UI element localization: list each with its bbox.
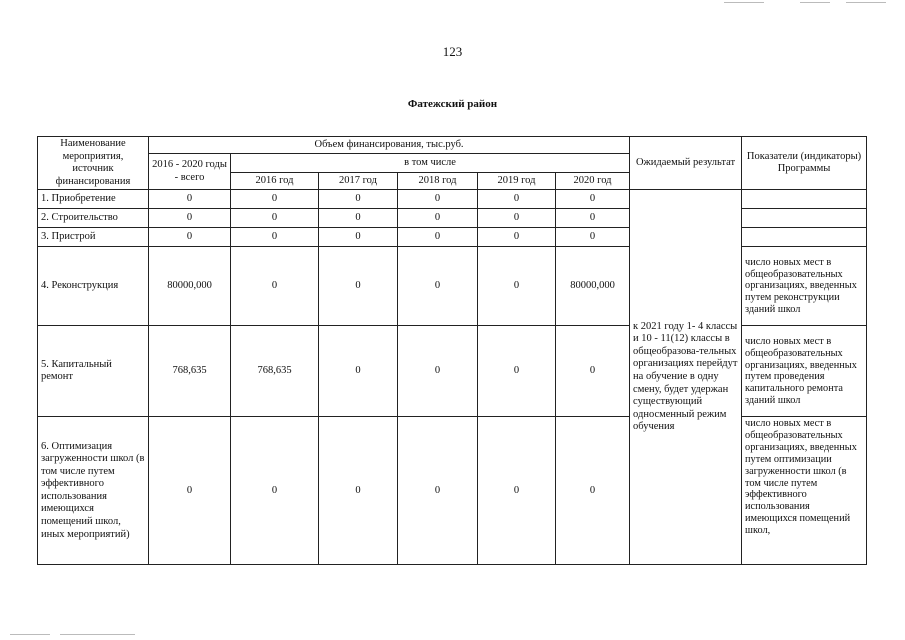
row-name: 5. Капитальный ремонт	[38, 326, 149, 417]
scan-mark	[724, 2, 764, 3]
cell-2018: 0	[398, 228, 478, 247]
cell-2016: 0	[231, 228, 319, 247]
table-row	[38, 209, 867, 228]
expected-result: к 2021 году 1- 4 классы и 10 - 11(12) классы в общеобразова-тельных организациях перейдут на обучение в одну смену, будет удержан существующий односменный режим обучения	[630, 190, 742, 565]
cell-2017: 0	[319, 209, 398, 228]
cell-2020: 80000,000	[556, 247, 630, 326]
cell-2020: 0	[556, 228, 630, 247]
cell-total: 80000,000	[149, 247, 231, 326]
row-name: 1. Приобретение	[38, 190, 149, 209]
indicator-cell: число новых мест в общеобразовательных организациях, введенных путем проведения капитального ремонта зданий школ	[742, 326, 867, 417]
header-indicators: Показатели (индикаторы) Программы	[742, 137, 867, 190]
cell-2016: 0	[231, 247, 319, 326]
header-year: 2019 год	[478, 173, 556, 190]
indicator-cell: число новых мест в общеобразовательных организациях, введенных путем оптимизации загруженности школ (в том числе путем эффективного использования имеющихся помещений школ,	[742, 417, 867, 565]
header-year: 2016 год	[231, 173, 319, 190]
cell-2020: 0	[556, 190, 630, 209]
cell-2018: 0	[398, 417, 478, 565]
indicator-cell: число новых мест в общеобразовательных организациях, введенных путем реконструкции зданий школ	[742, 247, 867, 326]
cell-2016: 0	[231, 209, 319, 228]
table-row	[38, 228, 867, 247]
cell-2017: 0	[319, 247, 398, 326]
indicator-cell	[742, 209, 867, 228]
financing-table	[37, 136, 867, 565]
cell-2019: 0	[478, 209, 556, 228]
cell-total: 768,635	[149, 326, 231, 417]
scan-mark	[846, 2, 886, 3]
header-expected: Ожидаемый результат	[630, 137, 742, 190]
header-year: 2017 год	[319, 173, 398, 190]
cell-2018: 0	[398, 247, 478, 326]
cell-2016: 0	[231, 417, 319, 565]
row-name: 4. Реконструкция	[38, 247, 149, 326]
cell-2018: 0	[398, 209, 478, 228]
cell-total: 0	[149, 228, 231, 247]
cell-total: 0	[149, 209, 231, 228]
cell-2019: 0	[478, 326, 556, 417]
cell-2017: 0	[319, 228, 398, 247]
cell-2019: 0	[478, 190, 556, 209]
table-row	[38, 190, 867, 209]
table-row	[38, 247, 867, 326]
cell-2020: 0	[556, 209, 630, 228]
header-including: в том числе	[231, 154, 630, 173]
cell-2016: 0	[231, 190, 319, 209]
scan-mark	[10, 634, 50, 635]
cell-2017: 0	[319, 417, 398, 565]
row-name: 3. Пристрой	[38, 228, 149, 247]
cell-2020: 0	[556, 417, 630, 565]
cell-2016: 768,635	[231, 326, 319, 417]
row-name: 6. Оптимизация загруженности школ (в том числе путем эффективного использования имеющихся помещений школ, иных мероприятий)	[38, 417, 149, 565]
cell-2017: 0	[319, 326, 398, 417]
header-year: 2020 год	[556, 173, 630, 190]
row-name: 2. Строительство	[38, 209, 149, 228]
cell-2019: 0	[478, 417, 556, 565]
table-row	[38, 326, 867, 417]
cell-2018: 0	[398, 190, 478, 209]
indicator-cell	[742, 228, 867, 247]
header-year: 2018 год	[398, 173, 478, 190]
header-financing: Объем финансирования, тыс.руб.	[149, 137, 630, 154]
cell-2019: 0	[478, 247, 556, 326]
cell-2018: 0	[398, 326, 478, 417]
scan-mark	[800, 2, 830, 3]
indicator-cell	[742, 190, 867, 209]
cell-total: 0	[149, 417, 231, 565]
cell-total: 0	[149, 190, 231, 209]
table-row	[38, 417, 867, 565]
scan-mark	[60, 634, 135, 635]
header-name: Наименование мероприятия, источник финансирования	[38, 137, 149, 190]
cell-2017: 0	[319, 190, 398, 209]
region-title: Фатежский район	[407, 98, 498, 110]
header-total: 2016 - 2020 годы - всего	[149, 154, 231, 190]
cell-2020: 0	[556, 326, 630, 417]
cell-2019: 0	[478, 228, 556, 247]
page-number: 123	[442, 44, 463, 59]
